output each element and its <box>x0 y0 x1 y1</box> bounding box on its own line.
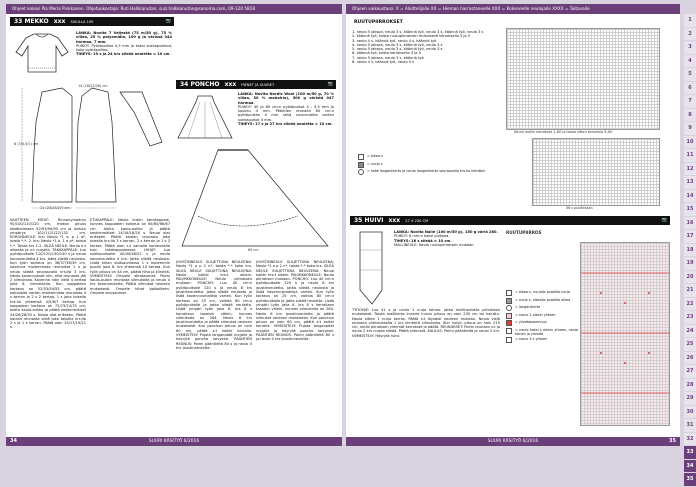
tab-25[interactable]: 25 <box>684 338 696 351</box>
mekko-tiheys: TIHEYS: 19 s ja 24 krs sileää neuletta = 10 cm. <box>76 52 171 57</box>
mekko-instructions: VAATTEEN MITAT: Rinnanympärys 90/100/110/120 cm, mekon pituus kesähelmaan 92/93/94/95 cm ja lantion ympärys 102/112/122/132 cm. KORONNEULE: krs: Neulo *1 o, p 1 o*, toista *-*. 2. krs: Neulo *1 o, 1 o p*, toista *-*. Toista krs 1-2. SILEÄ NEULE: Neulo o:t oikealla ja n:t nurjalla. TAKAKAPPALE: Luo pyöröpuikolle 110/120/130/140 s ja neulo koronneuletta 4 krs. Jatka sileää neulosta. Kun työn korkeus on 36/37/38/39 cm, kavenna molemmista reunoista 1 s ja neulo sileää seuraavalla krs:lla 3 krs. Neulo kavennukset niin, että reunasta jää 2 silmukkaa. Kavenna näin vielä 4 kertaa joka 6. kerroksella. Kun kappaleen korkeus on 52/53/54/55 cm, päätä kainaloita varten molemmista reunoista 4 s kerran ja 2 s 2 kertaa, 1 s joka toisella krs:lla yhteensä 4/5/6/7 kertaa. Kun kappaleen korkeus on 72/73/74/75 cm, aloita kaula-aukko ja päätä keskimmäiset 24/26/28/30 s. Neulo olat erikseen. Päätä kaulan reunasta vielä joka toisella krs:lla 2 s ja 1 s kerran. Päätä olan 15/17/19/21 s. <box>10 218 86 330</box>
legend2-item-7: = neulo 3 s yhteen <box>515 337 548 341</box>
mekko-header <box>10 17 174 26</box>
left-topbar: Ohjeet kokosi Pia Meria Pinkkanen. Ohjetuokostaja: Ruti Halkkanutan, suzi.halkkanutan@sanoma.com, 09-120 5818 <box>6 4 342 14</box>
poncho-lanka: LANKA: Novita Nordic Wool (100 m/50 g, 70 % villaa, 30 % mohairia), 300 g väristä 047 harmaa. <box>238 92 334 105</box>
poncho-title: 34 PONCHO <box>180 81 220 88</box>
right-page-number: 35 <box>669 438 676 444</box>
poncho-dim: 60 cm <box>248 248 259 252</box>
tab-7[interactable]: 7 <box>684 95 696 108</box>
tab-15[interactable]: 15 <box>684 203 696 216</box>
legend2-symbol-4 <box>506 313 512 319</box>
instr-6: 6. käännä työ, toista kerroksella 3 ja 5 <box>352 51 421 56</box>
poncho-instructions-2: JOUSTINNEULE SULJETTUNA NEULEENA: Neulo *1 o p 2 n*, toista *-* koko krs. SILEÄ NEULE SULJETTUNA NEULEENA: Neulo kaikki krs:t oikein. PALMIKKONEULE: Neulo piirroksen mukaan. PONCHO: Luo 40 cm:n pyöröpuikolle 120 s ja neulo 8 krs joustinneuletta. Jatka sileää neulosta ja lisää kavennusmalleja varten. Kun työn korkeus on 25 cm, vaihda 80 cm:n pyöröpuikolle ja jatka sileää neuletta. Lisää ympäri työn joka 6. krs 8 s kerrallaan tasaisin välein, kunnes silmukoita on 264. Neulo 6 krs joustinneuletta ja päätä silmukat neuleen mukaisesti. Kun ponchon pituus on noin 60 cm, päätä s:t kaikki kerralla. VIIMEISTELY: Pujota langanpäät nurjalle ja höyrytä poncho kevyesti. PÄÄNTIEN REUNUS: Poimi pääntieltä 80 s ja neulo 4 krs joustinneuletta. <box>256 260 334 342</box>
camera-icon-3: 📷 <box>661 218 667 223</box>
huivi-puikot: PUIKOT: 6 mm:n kaksi puikkoa. <box>394 234 450 239</box>
poncho-puikot: PUIKOT: 40 ja 80 cm:n pyöröpuikot 4 - 4,5 mm ja koukku 4 mm. Pääntien reunaan 60 cm:n pyöröpuikko 4 mm sekä sivuneuleita varten sukkapuikot 4 mm. <box>238 104 334 122</box>
left-footer-text: SUURI KÄSITYÖ 6/2016 <box>148 439 200 444</box>
tab-29[interactable]: 29 <box>684 392 696 405</box>
tab-30[interactable]: 30 <box>684 406 696 419</box>
chapter-tabs <box>684 14 696 487</box>
mekko-rating: xxx <box>53 18 66 25</box>
legend2-item-3: = langankierto <box>515 305 541 309</box>
poncho-materials <box>238 92 334 144</box>
left-footer <box>6 437 342 446</box>
dress-sketch <box>12 30 72 76</box>
instr-8: 8. neulo 4 s, käännä työ, neulo 4 s <box>352 60 415 65</box>
dress-schematic <box>12 82 172 214</box>
tab-27[interactable]: 27 <box>684 365 696 378</box>
poncho-schematic <box>178 146 332 256</box>
scarf-sketch <box>352 230 392 306</box>
tab-12[interactable]: 12 <box>684 163 696 176</box>
right-footer <box>346 437 680 446</box>
left-page <box>6 4 342 446</box>
instr-1: 1. neulo 5 jaksoa, neulo 3 s, käännä työ, neulo 3 s, käännä työ, neulo 3 s <box>352 30 484 34</box>
camera-icon: 📷 <box>165 19 171 24</box>
tab-6[interactable]: 6 <box>684 82 696 95</box>
legend2-item-1: = oikea s, nurjalla puolella nurja <box>515 290 570 294</box>
tab-5[interactable]: 5 <box>684 68 696 81</box>
huivi-title: 35 HUIVI <box>354 217 384 224</box>
legend2-item-4: = neulo 2 oikein yhteen <box>515 312 556 317</box>
legend2-symbol-6 <box>506 328 512 334</box>
legend1-item-1: = oikea s <box>367 154 383 158</box>
legend2-item-5: = ylivetokavennus <box>515 320 547 324</box>
huivi-materials <box>394 230 498 276</box>
tab-35[interactable]: 35 <box>684 473 696 486</box>
legend-knit-symbol <box>358 154 364 160</box>
legend-1 <box>358 154 508 194</box>
chart1-width-label: 56 s puolikkaan <box>566 206 593 210</box>
right-page <box>346 4 680 446</box>
left-page-number: 34 <box>10 438 17 444</box>
mekko-title: 33 MEKKO <box>14 18 49 25</box>
huivi-rating: xxx <box>388 217 401 224</box>
mekko-dim-1: 8 (3/4,5/1) cm <box>14 142 39 146</box>
poncho-tiheys: TIHEYS: 17 s ja 27 krs sileää neuletta = 10 cm. <box>238 122 333 127</box>
tab-21[interactable]: 21 <box>684 284 696 297</box>
tab-22[interactable]: 22 <box>684 298 696 311</box>
huivi-header <box>350 216 670 225</box>
legend1-item-3: = lisää langankierto ja neulo langankierto seuraavalla krs:lla kiertäen <box>367 169 486 173</box>
section-ruutupiirrokset: RUUTUPIIRROKSET <box>350 18 414 27</box>
huivi-lanka: LANKA: Novita Nalle (100 m/50 g), 150 g väriä 280. <box>394 230 498 234</box>
right-footer-text: SUURI KÄSITYÖ 6/2016 <box>487 439 539 444</box>
tab-3[interactable]: 3 <box>684 41 696 54</box>
mekko-materials <box>76 31 172 79</box>
tab-24[interactable]: 24 <box>684 325 696 338</box>
huivi-instructions: TYÖOHJE: Luo 41 s ja neulo 1 nurja kerros. Jatka mallineuletta piirroksen mukaisesti. Toista mallikerta kunnes huivin pituus on noin 230 cm tai haluttu. Neulo sitten 1 nurja kerros. Päätä s:t löysästi neuleen mukaan. Neulo vielä reunaan virkkauksella 1 krs kiinteitä silmukoita. Kun huivin pituus on noin 210 cm, neulo piirroksen ylimmät kerrokset ja päätä. REUNUKSET: Poimi reunaan s:t ja neulo 2 krs nurjaa sileää. Päätä silmukat. KAULUS: Poimi pääntieltä ja neulo 2 krs. VIIMEISTELY: Höyrytä huivi. <box>352 308 500 338</box>
tab-14[interactable]: 14 <box>684 190 696 203</box>
poncho-header <box>176 80 336 89</box>
tab-4[interactable]: 4 <box>684 55 696 68</box>
huivi-tiheys: TIHEYS: 16 s sileää = 10 cm. <box>394 238 452 243</box>
legend2-symbol-3 <box>506 305 512 311</box>
tab-28[interactable]: 28 <box>684 379 696 392</box>
tab-2[interactable]: 2 <box>684 28 696 41</box>
tab-13[interactable]: 13 <box>684 176 696 189</box>
poncho-subtitle: PIENET JA SUURET <box>241 83 275 87</box>
legend2-symbol-2 <box>506 298 512 304</box>
tab-8[interactable]: 8 <box>684 109 696 122</box>
instr-5: 5. neulo 5 jaksoa, neulo 3 s, käännä työ, neulo 3 s <box>352 47 443 52</box>
instr-7: 7. neulo 5 jaksoa, neulo 3 s, käännä työ <box>352 55 424 60</box>
tab-19[interactable]: 19 <box>684 257 696 270</box>
poncho-instructions: JOUSTINNEULE SULJETTUNA NEULEENA: Neulo *1 o p 2 n*, toista *-* koko krs. SILEÄ NEULE SULJETTUNA NEULEENA: Neulo kaikki krs:t oikein. PALMIKKONEULE: Neulo piirroksen mukaan. PONCHO: Luo 40 cm:n pyöröpuikolle 120 s ja neulo 8 krs joustinneuletta. Jatka sileää neulosta ja lisää kavennusmalleja varten. Kun työn korkeus on 25 cm, vaihda 80 cm:n pyöröpuikolle ja jatka sileää neuletta. Lisää ympäri työn joka 6. krs 8 s kerrallaan tasaisin välein, kunnes silmukoita on 264. Neulo 6 krs joustinneuletta ja päätä silmukat neuleen mukaisesti. Kun ponchon pituus on noin 60 cm, päätä s:t kaikki kerralla. VIIMEISTELY: Pujota langanpäät nurjalle ja höyrytä poncho kevyesti. PÄÄNTIEN REUNUS: Poimi pääntieltä 80 s ja neulo 4 krs joustinneuletta. <box>176 260 252 350</box>
tab-20[interactable]: 20 <box>684 271 696 284</box>
tab-16[interactable]: 16 <box>684 217 696 230</box>
legend-yo-symbol <box>358 169 364 175</box>
tab-23[interactable]: 23 <box>684 311 696 324</box>
mekko-subtitle: SIVULLA 109 <box>70 20 94 24</box>
tab-31[interactable]: 31 <box>684 419 696 432</box>
poncho-sketch <box>176 92 234 142</box>
tab-9[interactable]: 9 <box>684 122 696 135</box>
legend2-symbol-1 <box>506 290 512 296</box>
mekko-puikot: PUIKOT: Pyöröpuikko 4,5 mm ja kaksi sukkapuikkoa; koko pyöröpuikko. <box>76 43 172 53</box>
instr-2: 2. käännä työ, toista ruutupiirroksen mukaisesti kerroksella 3 ja 5 <box>352 34 470 39</box>
mekko-dim-3: 21 (23/25/27) cm <box>40 206 70 210</box>
lace-chart-bottom <box>532 138 660 206</box>
tab-33[interactable]: 33 <box>684 446 696 459</box>
mekko-instructions-2: ETUKAPPALE: Neulo kuten takakappale, kunnes kappaleen korkeus on 64/65/66/67 cm. Aloita kaula-aukko ja päätä keskimmäiset 14/16/18/20 s. Neulo olat erikseen. Päätä kaulan reunasta joka toisella krs:lla 3 s kerran, 2 s kerran ja 1 s 3 kertaa. Päätä olan s:t samalla korkeudella kuin takakappaleessa. HIHAT: Luo sukkapuikoille 40/44/48/52 s ja neulo koronneuletta 4 krs. Jatka sileää neulosta. Lisää hihan sisäsaumassa 1 s molemmin puolin joka 8. krs yhteensä 10 kertaa. Kun työn pituus on 44 cm, päätä hiha ja kiinnitä. VIIMEISTELY: Ompele olkasaumat. Poimi kaula-aukon reunasta silmukoita ja neulo 4 krs koronneuletta. Päätä silmukat neuleen mukaisesti. Ompele hihat paikoilleen. Ompele sivusaumat. <box>90 218 170 296</box>
tab-1[interactable]: 1 <box>684 14 696 27</box>
poncho-rating: xxx <box>224 81 237 88</box>
legend2-item-6: = neulo kaksi s oikein yhteen, neulo toinen ja ylivedä <box>515 327 578 336</box>
lace-chart-scarf <box>580 242 670 426</box>
tab-17[interactable]: 17 <box>684 230 696 243</box>
tab-34[interactable]: 34 <box>684 460 696 473</box>
huivi-subtitle: 27 X 230 CM <box>405 219 429 223</box>
mekko-dim-2: 14 (18/22/26) cm <box>78 84 108 88</box>
tab-10[interactable]: 10 <box>684 136 696 149</box>
legend-2 <box>506 290 578 370</box>
right-topbar: Ohjeen vaikeustaso: X = Aloittelijalle XX = Hieman harrastaneelle XXX = Kokeneelle neulojalle XXXX = Taitavalle <box>346 4 680 14</box>
tab-11[interactable]: 11 <box>684 149 696 162</box>
huivi-malli: MALLINEULE: Neulo ruutupiirroksen mukaan. <box>394 242 475 247</box>
camera-icon-2: 📷 <box>327 82 333 87</box>
mekko-lanka: LANKA: Novita 7 Veljestä (75 m/50 g), 75 % villaa, 25 % polyamidia, 100 g ja värissä 044 harmaa, 7 mm. <box>76 31 172 44</box>
section-ruutupiirros: RUUTUPIIRROS <box>506 230 542 235</box>
tab-18[interactable]: 18 <box>684 244 696 257</box>
legend1-item-2: = nurja s <box>367 161 383 166</box>
lace-chart-top <box>506 28 660 130</box>
instr-4: 4. neulo 5 jaksoa, neulo 3 s, käännä työ, neulo 3 s <box>352 42 443 47</box>
legend2-item-2: = nurja s, oikealla puolella oikea <box>515 297 571 302</box>
legend2-symbol-5 <box>506 320 512 326</box>
legend-purl-symbol <box>358 162 364 168</box>
chart1-instructions <box>352 30 502 120</box>
tab-26[interactable]: 26 <box>684 352 696 365</box>
tab-32[interactable]: 32 <box>684 433 696 446</box>
instr-3: 3. neulo 4 s, käännä työ, neulo 4 s, käännä työ <box>352 38 437 43</box>
legend2-symbol-7 <box>506 337 512 343</box>
chart1-caption: Neulo mallin kerrokset 1–60 ja toista sitten kerroksia 9–60 <box>514 130 613 134</box>
